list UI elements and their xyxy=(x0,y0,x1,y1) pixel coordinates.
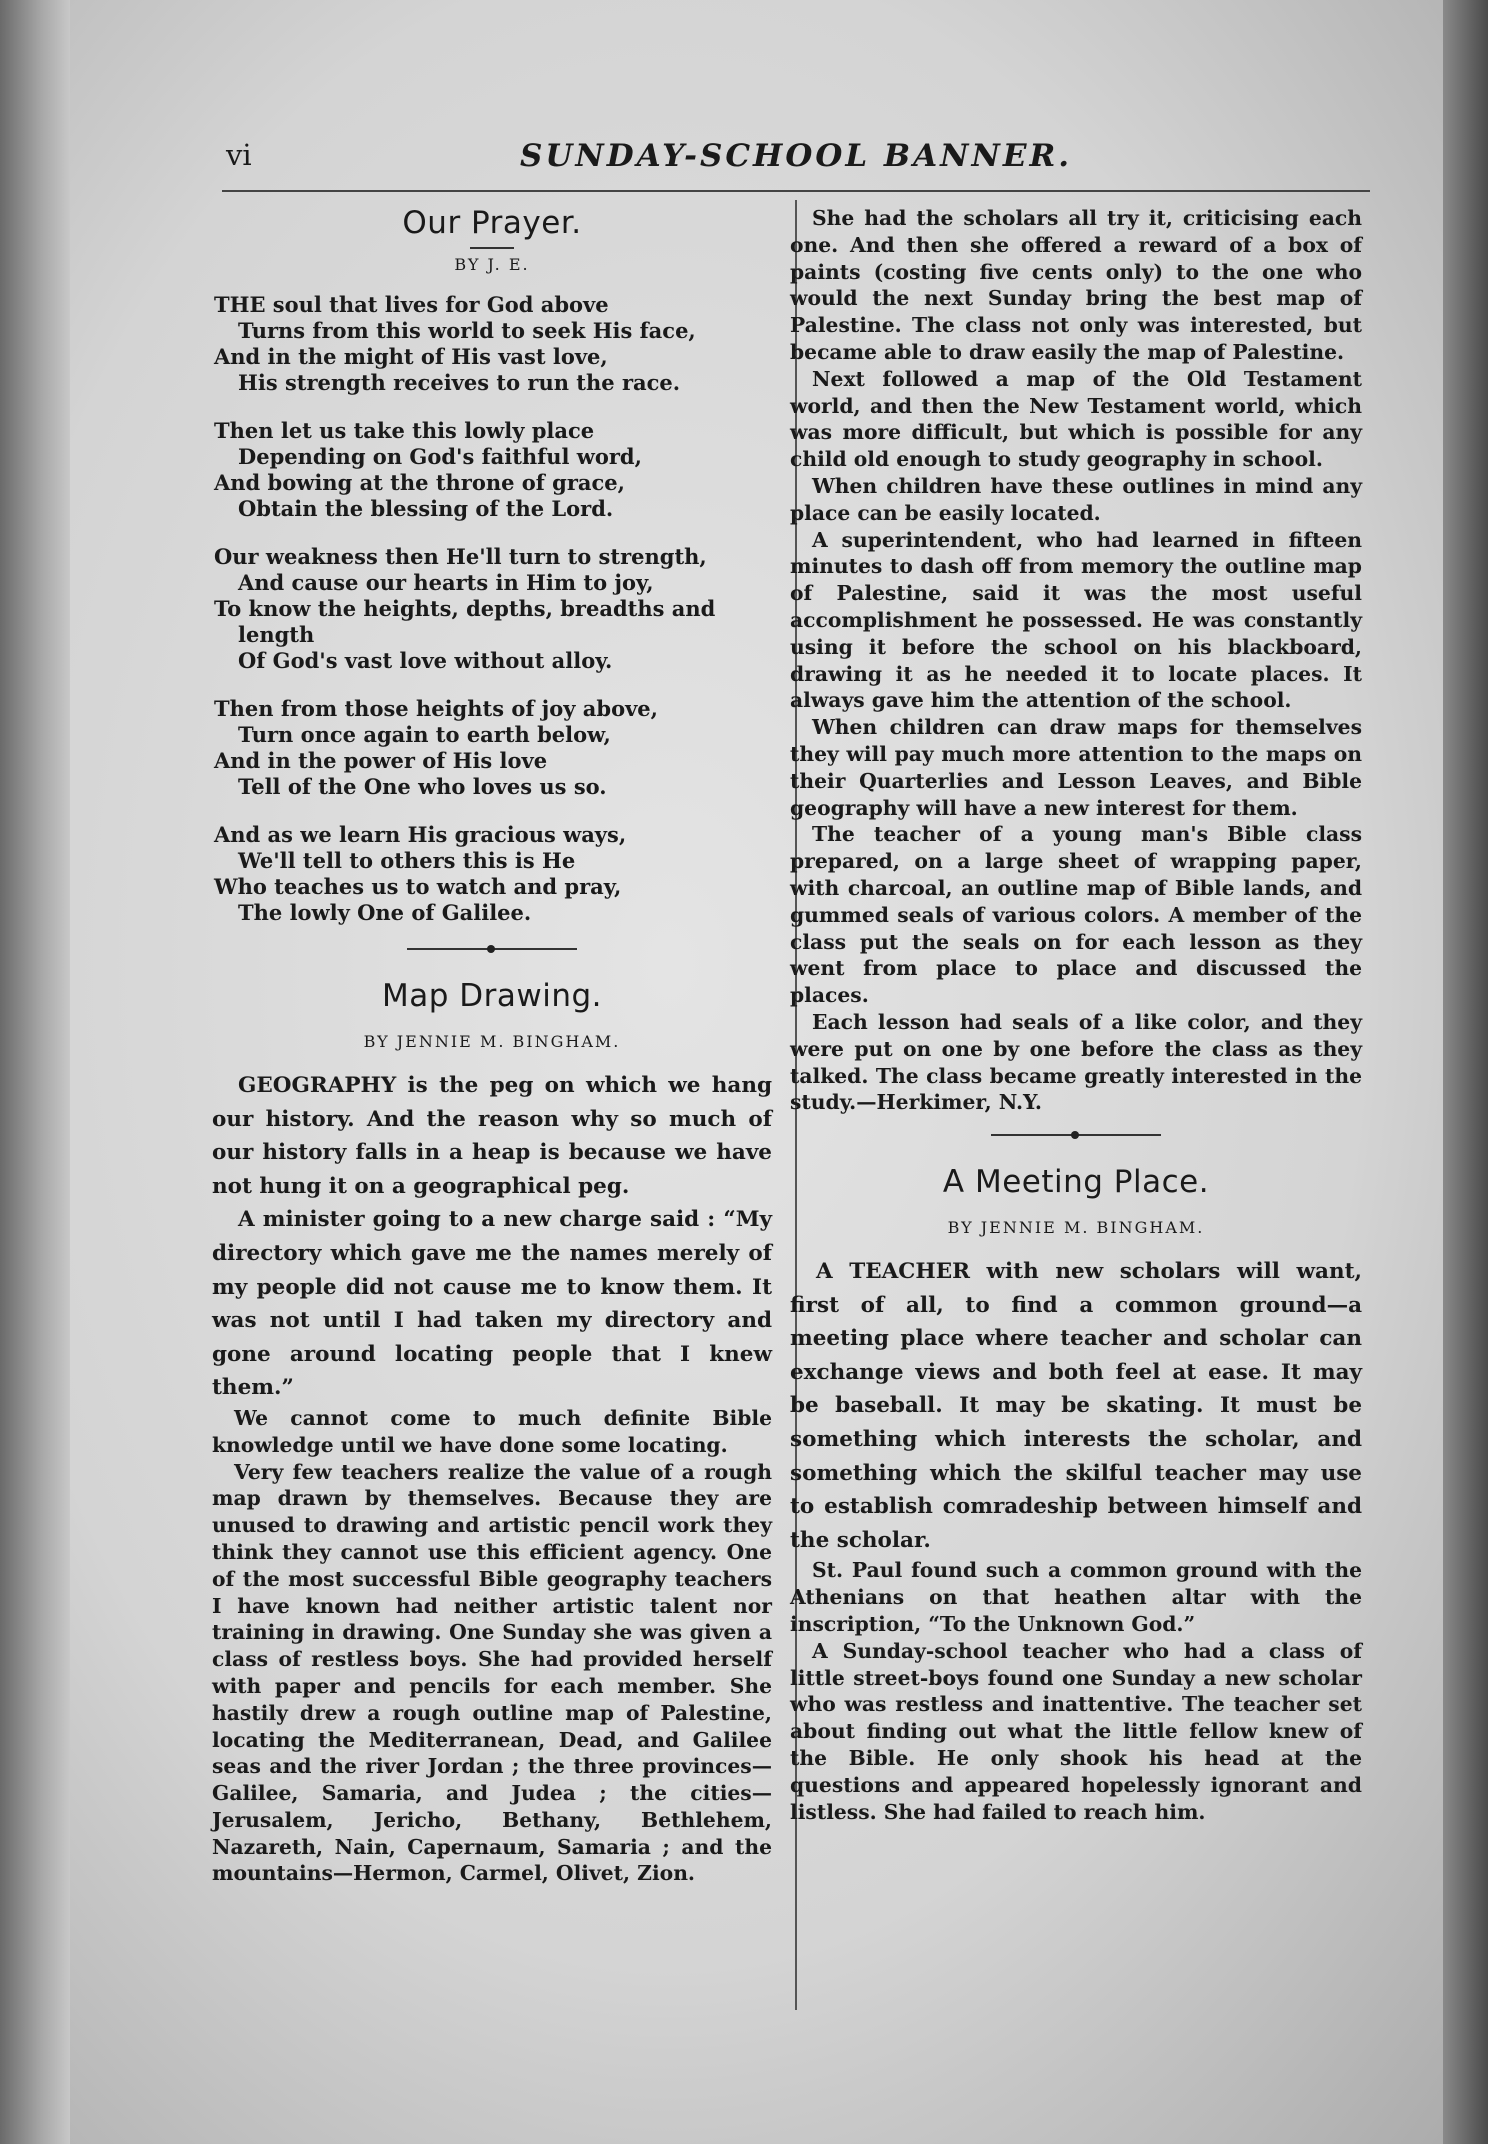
verse-line: Of God's vast love without alloy. xyxy=(238,648,613,673)
paragraph: A TEACHER with new scholars will want, first of all, to find a common ground—a meeting place where teacher and scholar can exchange views and both feel at ease. It may be baseball. It may be skating. It must be something which interests the scholar, and something which the skilful teacher may use to establish comradeship between himself and the scholar. xyxy=(790,1259,1362,1553)
article-body-continued xyxy=(790,205,1362,1116)
byline-meeting-place: BY JENNIE M. BINGHAM. xyxy=(947,1218,1205,1238)
paragraph: When children have these outlines in mind any place can be easily located. xyxy=(790,473,1362,525)
paragraph: When children can draw maps for themselves they will pay much more attention to the maps on their Quarterlies and Lesson Leaves, and Bible geography will have a new interest for them. xyxy=(790,715,1362,820)
section-separator xyxy=(991,1134,1161,1136)
verse-line: Who teaches us to watch and pray, xyxy=(214,874,622,899)
article-title-our-prayer: Our Prayer. xyxy=(402,205,582,241)
section-separator xyxy=(407,948,577,950)
byline-map-drawing: BY JENNIE M. BINGHAM. xyxy=(363,1032,621,1051)
paragraph: St. Paul found such a common ground with the Athenians on that heathen altar with the inscription, “To the Unknown God.” xyxy=(790,1558,1362,1637)
verse-line: length xyxy=(238,622,315,647)
paragraph: She had the scholars all try it, criticising each one. And then she offered a reward of a box of paints (costing five cents only) to the one who would the next Sunday bring the best map of Palestine. The class not only was interested, but became able to draw easily the map of Palestine. xyxy=(790,206,1362,364)
verse-line: Depending on God's faithful word, xyxy=(238,444,642,469)
stanza xyxy=(214,696,772,800)
verse-line: Then let us take this lowly place xyxy=(214,418,595,443)
verse-line: The lowly One of Galilee. xyxy=(238,900,532,925)
poem xyxy=(212,292,772,926)
stanza xyxy=(214,544,772,674)
verse-line: And cause our hearts in Him to joy, xyxy=(238,570,654,595)
paragraph: We cannot come to much definite Bible knowledge until we have done some locating. xyxy=(212,1405,772,1457)
header-rule xyxy=(222,190,1370,192)
left-column xyxy=(212,205,772,1887)
verse-line: Turn once again to earth below, xyxy=(238,722,611,747)
paragraph: A Sunday-school teacher who had a class of little street-boys found one Sunday a new scholar who was restless and inattentive. The teacher set about finding out what the little fellow knew of the Bible. He only shook his head at the questions and appeared hopelessly ignorant and listless. She had failed to reach him. xyxy=(790,1638,1362,1824)
page-header xyxy=(222,138,1370,184)
verse-line: His strength receives to run the race. xyxy=(238,370,681,395)
verse-line: Our weakness then He'll turn to strength, xyxy=(214,544,707,569)
paragraph: Very few teachers realize the value of a rough map drawn by themselves. Because they are unused to drawing and artistic pencil work they think they cannot use this efficient agency. One of the most successful Bible geography teachers I have known had neither artistic talent nor training in drawing. One Sunday she was given a class of restless boys. She had provided herself with paper and pencils for each member. She hastily drew a rough outline map of Palestine, locating the Mediterranean, Dead, and Galilee seas and the river Jordan ; the three provinces—Galilee, Samaria, and Judea ; the cities—Jerusalem, Jericho, Bethany, Bethlehem, Nazareth, Nain, Capernaum, Samaria ; and the mountains—Hermon, Carmel, Olivet, Zion. xyxy=(212,1459,772,1886)
article-body xyxy=(212,1069,772,1405)
paragraph: Next followed a map of the Old Testament world, and then the New Testament world, which was more difficult, but which is possible for any child old enough to study geography in school. xyxy=(790,366,1362,472)
paragraph: A minister going to a new charge said : “My directory which gave me the names merely of my people did not cause me to know them. It was not until I had taken my directory and gone around locating people that I knew them.” xyxy=(212,1207,772,1401)
verse-line: Turns from this world to seek His face, xyxy=(238,318,696,343)
article-title-meeting-place: A Meeting Place. xyxy=(942,1164,1210,1201)
verse-line: Tell of the One who loves us so. xyxy=(238,774,607,799)
verse-line: THE soul that lives for God above xyxy=(214,292,609,317)
page-number: vi xyxy=(226,138,252,172)
verse-line: And in the power of His love xyxy=(214,748,548,773)
verse-line: To know the heights, depths, breadths and xyxy=(214,596,716,621)
byline-our-prayer: BY J. E. xyxy=(454,255,530,274)
paragraph: The teacher of a young man's Bible class prepared, on a large sheet of wrapping paper, with charcoal, an outline map of Bible lands, and gummed seals of various colors. A member of the class put the seals on for each lesson as they went from place to place and discussed the places. xyxy=(790,822,1362,1008)
paragraph: Each lesson had seals of a like color, and they were put on one by one before the class as they talked. The class became greatly interested in the study.—Herkimer, N.Y. xyxy=(790,1009,1362,1115)
article-body xyxy=(790,1557,1362,1825)
paragraph: A superintendent, who had learned in fifteen minutes to dash off from memory the outline map of Palestine, said it was the most useful accomplishment he possessed. He was constantly using it before the school on his blackboard, drawing it as he needed it to locate places. It always gave him the attention of the school. xyxy=(790,527,1362,713)
title-rule xyxy=(470,247,514,249)
stanza xyxy=(214,418,772,522)
article-body xyxy=(790,1255,1362,1557)
right-column xyxy=(790,205,1362,1825)
page-edge-shadow xyxy=(1443,0,1488,2144)
article-body xyxy=(212,1405,772,1887)
verse-line: Obtain the blessing of the Lord. xyxy=(238,496,614,521)
running-title: SUNDAY-SCHOOL BANNER. xyxy=(519,138,1073,174)
verse-line: And bowing at the throne of grace, xyxy=(214,470,625,495)
article-title-map-drawing: Map Drawing. xyxy=(381,978,603,1014)
paragraph: GEOGRAPHY is the peg on which we hang our history. And the reason why so much of our history falls in a heap is because we have not hung it on a geographical peg. xyxy=(212,1073,772,1199)
verse-line: Then from those heights of joy above, xyxy=(214,696,658,721)
stanza xyxy=(214,292,772,396)
verse-line: And in the might of His vast love, xyxy=(214,344,608,369)
verse-line: We'll tell to others this is He xyxy=(238,848,576,873)
book-binding xyxy=(0,0,70,2144)
verse-line: And as we learn His gracious ways, xyxy=(214,822,627,847)
stanza xyxy=(214,822,772,926)
